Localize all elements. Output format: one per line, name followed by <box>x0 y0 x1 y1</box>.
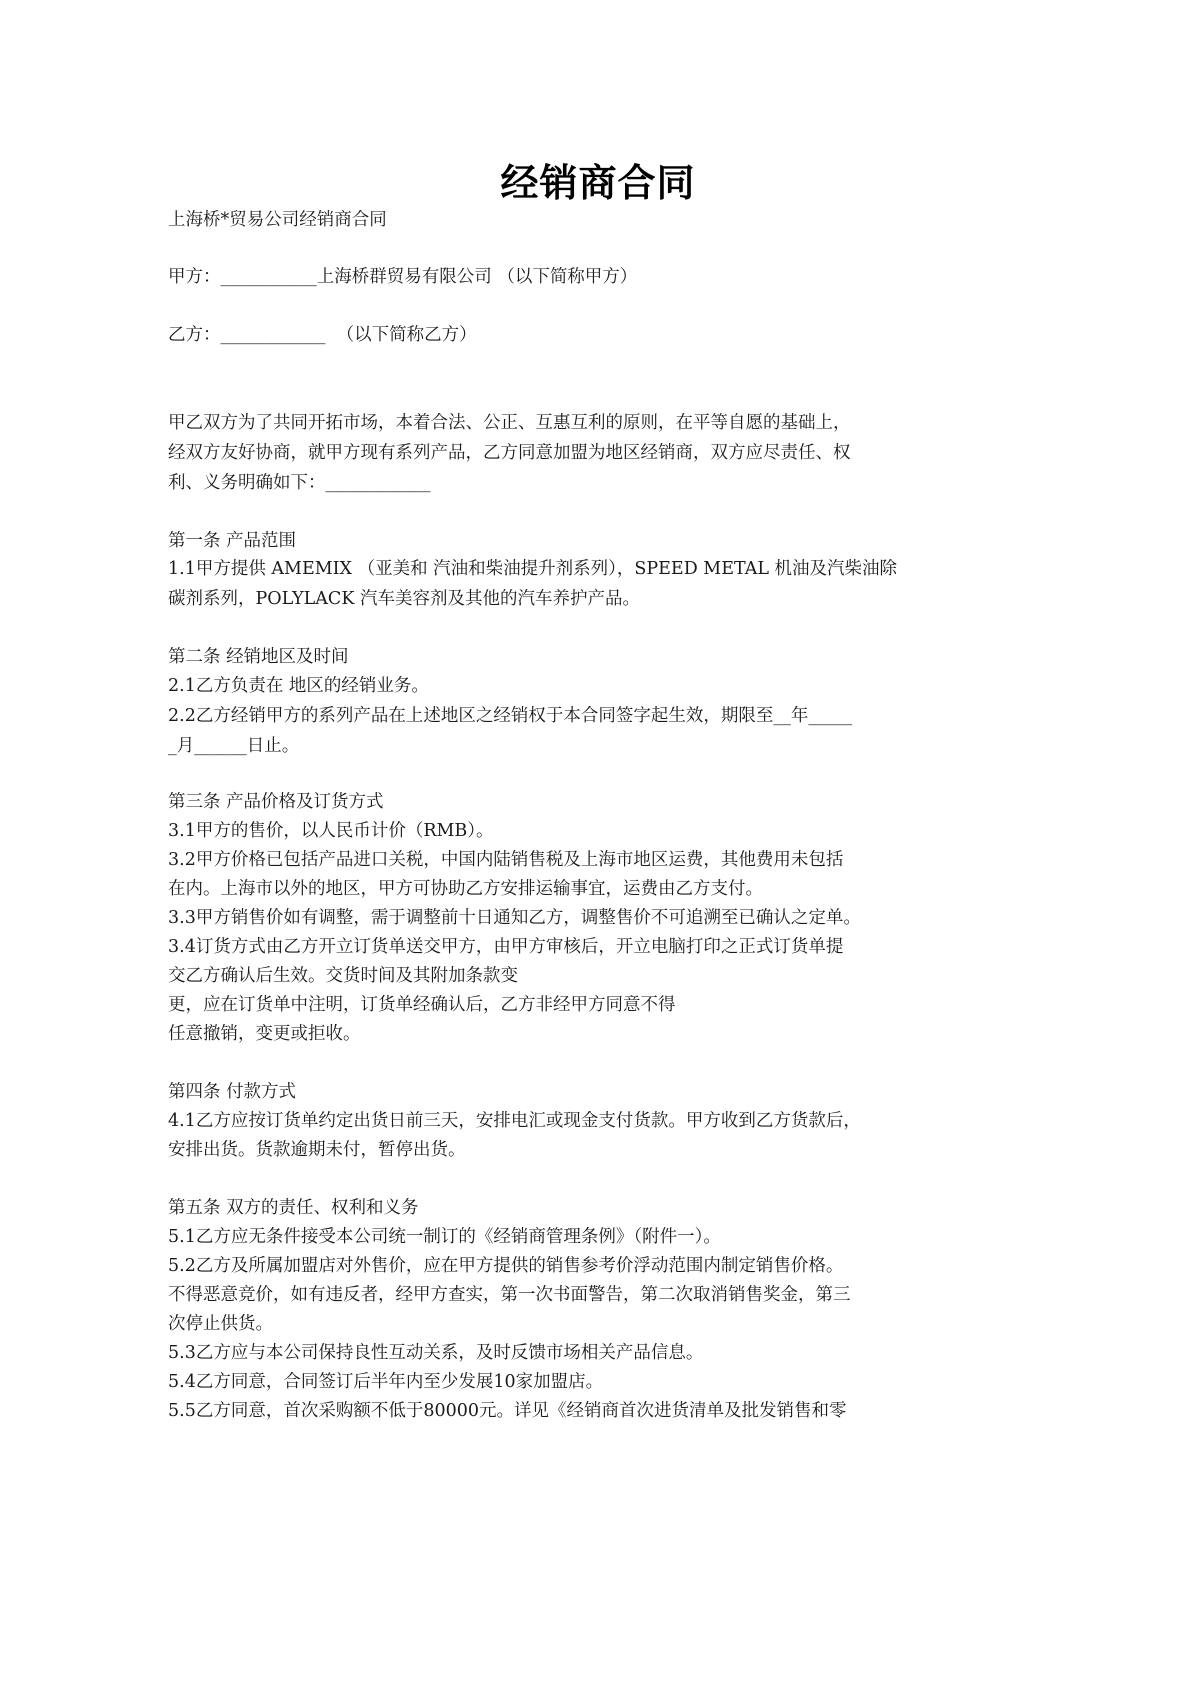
article-line: 5.3乙方应与本公司保持良性互动关系，及时反馈市场相关产品信息。 <box>168 1343 704 1363</box>
article-line: 3.4订货方式由乙方开立订货单送交甲方，由甲方审核后，开立电脑打印之正式订货单提 <box>168 937 844 957</box>
article-line: 安排出货。货款逾期未付，暂停出货。 <box>168 1140 466 1160</box>
article-line: 交乙方确认后生效。交货时间及其附加条款变 <box>168 966 518 986</box>
article-line: 5.1乙方应无条件接受本公司统一制订的《经销商管理条例》（附件一）。 <box>168 1227 721 1247</box>
article-line: 1.1甲方提供 AMEMIX （亚美和 汽油和柴油提升剂系列），SPEED METAL 机油及汽柴油除 <box>168 559 898 579</box>
subtitle: 上海桥*贸易公司经销商合同 <box>168 210 387 230</box>
party-b-label: 乙方： <box>168 325 221 345</box>
article-line: 不得恶意竞价，如有违反者，经甲方查实，第一次书面警告，第二次取消销售奖金，第三 <box>168 1285 851 1305</box>
article-line: 在内。上海市以外的地区，甲方可协助乙方安排运输事宜，运费由乙方支付。 <box>168 879 763 899</box>
article-5-heading: 第五条 双方的责任、权利和义务 <box>168 1198 419 1218</box>
preamble-line: 经双方友好协商，就甲方现有系列产品，乙方同意加盟为地区经销商，双方应尽责任、权 <box>168 443 851 463</box>
article-line: 4.1乙方应按订货单约定出货日前三天，安排电汇或现金支付货款。甲方收到乙方货款后， <box>168 1111 861 1131</box>
party-b-line <box>168 320 477 350</box>
party-b-blank: ____________ <box>220 325 326 345</box>
article-3-heading: 第三条 产品价格及订货方式 <box>168 792 384 812</box>
preamble-line: 利、义务明确如下：____________ <box>168 473 431 493</box>
party-a-note: （以下简称甲方） <box>491 267 638 287</box>
article-line: 3.1甲方的售价，以人民币计价（RMB）。 <box>168 821 494 841</box>
article-line: 3.2甲方价格已包括产品进口关税，中国内陆销售税及上海市地区运费，其他费用未包括 <box>168 850 844 870</box>
article-line: 5.5乙方同意，首次采购额不低于80000元。详见《经销商首次进货清单及批发销售和零 <box>168 1401 847 1421</box>
article-line: 次停止供货。 <box>168 1314 273 1334</box>
article-line: 2.1乙方负责在 地区的经销业务。 <box>168 676 429 696</box>
party-a-blank: ___________ <box>220 267 317 287</box>
document-title: 经销商合同 <box>500 161 696 205</box>
article-line: 更，应在订货单中注明，订货单经确认后，乙方非经甲方同意不得 <box>168 995 676 1015</box>
party-a-name: 上海桥群贸易有限公司 <box>316 267 492 287</box>
article-2-heading: 第二条 经销地区及时间 <box>168 647 349 667</box>
party-b-note: （以下简称乙方） <box>325 325 477 345</box>
article-1-heading: 第一条 产品范围 <box>168 531 297 551</box>
article-line: 任意撤销，变更或拒收。 <box>168 1024 361 1044</box>
party-a-label: 甲方： <box>168 267 221 287</box>
article-line: 3.3甲方销售价如有调整，需于调整前十日通知乙方，调整售价不可追溯至已确认之定单。 <box>168 908 861 928</box>
article-4-heading: 第四条 付款方式 <box>168 1082 297 1102</box>
article-line: 碳剂系列，POLYLACK 汽车美容剂及其他的汽车养护产品。 <box>168 589 640 609</box>
article-line: 2.2乙方经销甲方的系列产品在上述地区之经销权于本合同签字起生效，期限至__年_____ <box>168 706 853 726</box>
article-line: 5.2乙方及所属加盟店对外售价，应在甲方提供的销售参考价浮动范围内制定销售价格。 <box>168 1256 844 1276</box>
article-line: 5.4乙方同意，合同签订后半年内至少发展10家加盟店。 <box>168 1372 604 1392</box>
article-line: _月______日止。 <box>168 736 300 756</box>
party-a-line <box>168 262 637 292</box>
preamble-line: 甲乙双方为了共同开拓市场，本着合法、公正、互惠互利的原则，在平等自愿的基础上， <box>168 413 851 433</box>
